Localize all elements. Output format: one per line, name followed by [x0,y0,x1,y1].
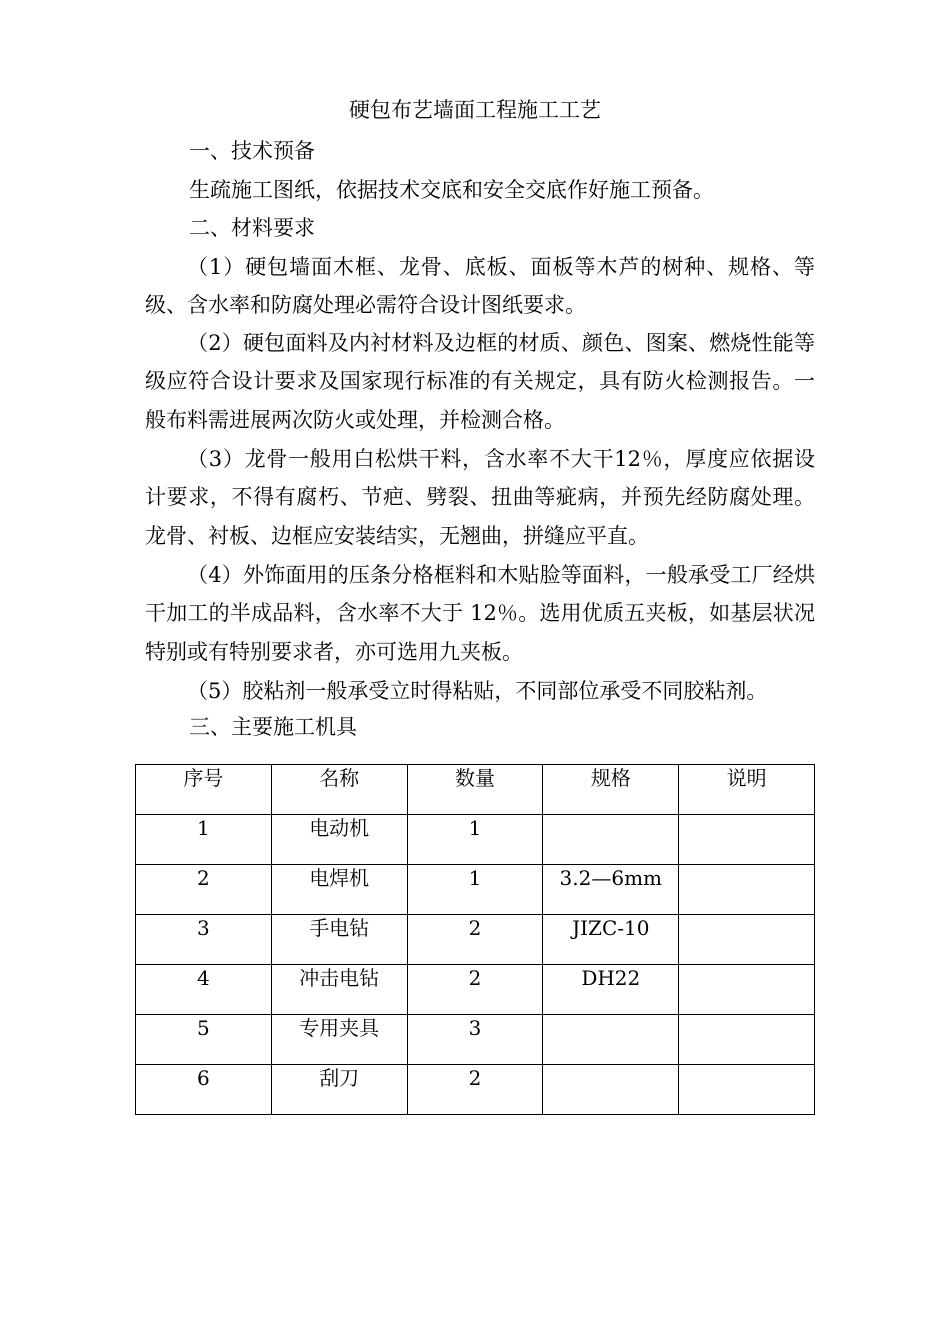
table-cell: 2 [136,865,272,915]
material-item-1: （1）硬包墙面木框、龙骨、底板、面板等木芦的树种、规格、等级、含水率和防腐处理必需符合设计图纸要求。 [145,255,815,318]
table-cell: 冲击电钻 [271,965,407,1015]
table-cell: JIZC-10 [543,915,679,965]
table-row [136,1065,815,1115]
table-cell [679,915,815,965]
table-cell: 1 [136,815,272,865]
header-cell-notes: 说明 [679,765,815,815]
table-cell: 2 [407,965,543,1015]
table-cell: 刮刀 [271,1065,407,1115]
table-cell [543,1065,679,1115]
table-row [136,965,815,1015]
table-row [136,915,815,965]
table-cell: 专用夹具 [271,1015,407,1065]
table-cell: 电焊机 [271,865,407,915]
table-cell: 6 [136,1065,272,1115]
table-cell [679,1065,815,1115]
table-cell: 手电钻 [271,915,407,965]
table-cell: DH22 [543,965,679,1015]
header-cell-spec: 规格 [543,765,679,815]
material-item-2: （2）硬包面料及内衬材料及边框的材质、颜色、图案、燃烧性能等级应符合设计要求及国家现行标准的有关规定，具有防火检测报告。一般布料需进展两次防火或处理，并检测合格。 [145,331,815,432]
table-cell [679,965,815,1015]
table-cell: 3 [136,915,272,965]
table-header-row [136,765,815,815]
technical-prep-text: 生疏施工图纸，依据技术交底和安全交底作好施工预备。 [189,178,714,202]
material-item-3: （3）龙骨一般用白松烘干料，含水率不大干12％，厚度应依据设计要求，不得有腐朽、节疤、劈裂、扭曲等疵病，并预先经防腐处理。龙骨、衬板、边框应安装结实，无翘曲，拼缝应平直。 [145,447,815,548]
table-cell [679,1015,815,1065]
table-cell [679,865,815,915]
table-cell: 电动机 [271,815,407,865]
section-heading-main-tools: 三、主要施工机具 [189,715,357,739]
header-cell-quantity: 数量 [407,765,543,815]
table-cell: 3 [407,1015,543,1065]
table-row [136,865,815,915]
table-row [136,1015,815,1065]
section-heading-technical-prep: 一、技术预备 [189,139,315,163]
table-cell [543,1015,679,1065]
table-cell: 2 [407,1065,543,1115]
table-cell: 2 [407,915,543,965]
material-item-5: （5）胶粘剂一般承受立时得粘贴，不同部位承受不同胶粘剂。 [187,679,768,703]
header-cell-index: 序号 [136,765,272,815]
document-title: 硬包布艺墙面工程施工工艺 [349,98,601,122]
table-cell: 5 [136,1015,272,1065]
tools-table [135,764,815,1115]
table-cell [679,815,815,865]
table-row [136,815,815,865]
table-cell: 4 [136,965,272,1015]
table-cell: 1 [407,865,543,915]
table-cell: 1 [407,815,543,865]
table-cell: 3.2—6mm [543,865,679,915]
material-item-4: （4）外饰面用的压条分格框料和木贴脸等面料，一般承受工厂经烘干加工的半成品料，含水率不大于 12％。选用优质五夹板，如基层状况特别或有特别要求者，亦可选用九夹板。 [145,563,815,664]
header-cell-name: 名称 [271,765,407,815]
table-cell [543,815,679,865]
section-heading-material-requirements: 二、材料要求 [189,216,315,240]
